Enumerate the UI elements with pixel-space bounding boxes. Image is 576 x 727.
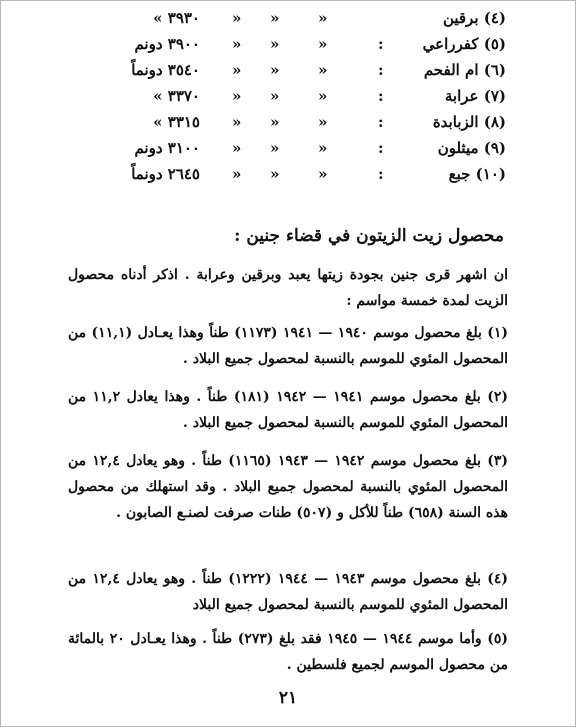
ditto-mark: » <box>232 113 242 131</box>
village-name: (٧) عرابة <box>444 87 506 105</box>
ditto-mark: » <box>232 87 242 105</box>
row-colon: : <box>378 87 384 105</box>
intro-paragraph: ان اشهر قرى جنين بجودة زيتها يعبد وبرقين وعرابة . اذكر أدناه محصول الزيت لمدة خمسة مواسم : <box>68 267 508 309</box>
area-value: ٣٥٤٠ دونماً <box>131 61 200 79</box>
table-row <box>0 58 576 82</box>
ditto-mark: » <box>232 165 242 183</box>
area-value: ٢٦٤٥ دونماً <box>131 165 200 183</box>
village-name: (٤) برقين <box>442 9 506 27</box>
table-row <box>0 6 576 30</box>
ditto-mark: » <box>232 35 242 53</box>
area-value: ٣٩٠٠ دونم <box>134 35 200 53</box>
table-row <box>0 162 576 186</box>
row-colon: : <box>378 165 384 183</box>
row-colon: : <box>378 61 384 79</box>
table-row <box>0 110 576 134</box>
season-paragraph-3: (٣) بلغ محصول موسم ١٩٤٢ — ١٩٤٣ (١١٦٥) طناً . وهو يعادل ١٢,٤ من المحصول المئوي بالنسبة لمحصول جميع البلاد . وقد استهلك من محصول هذه السنة (٦٥٨) طناً للأكل و (٥٠٧) طنات صرفت لصنـع الصابون . <box>68 453 509 521</box>
ditto-mark: » <box>318 9 328 27</box>
table-row <box>0 136 576 160</box>
ditto-mark: » <box>318 61 328 79</box>
row-colon: : <box>378 113 384 131</box>
area-value: ٣٣١٥ » <box>153 113 200 131</box>
area-value: ٣٩٣٠ » <box>153 9 200 27</box>
row-colon: : <box>378 35 384 53</box>
ditto-mark: » <box>318 165 328 183</box>
ditto-mark: » <box>270 35 280 53</box>
ditto-mark: » <box>270 113 280 131</box>
village-name: (٦) ام الفحم <box>423 61 506 79</box>
village-name: (٩) ميثلون <box>437 139 506 157</box>
ditto-mark: » <box>270 139 280 157</box>
ditto-mark: » <box>232 61 242 79</box>
ditto-mark: » <box>318 113 328 131</box>
table-row <box>0 84 576 108</box>
ditto-mark: » <box>270 9 280 27</box>
ditto-mark: » <box>232 9 242 27</box>
page-number: ٢١ <box>278 688 298 708</box>
area-value: ٣١٠٠ دونم <box>134 139 200 157</box>
ditto-mark: » <box>270 165 280 183</box>
row-colon: : <box>378 139 384 157</box>
table-row <box>0 32 576 56</box>
ditto-mark: » <box>232 139 242 157</box>
area-value: ٣٣٧٠ » <box>153 87 200 105</box>
ditto-mark: » <box>318 139 328 157</box>
village-name: (٨) الزبابدة <box>432 113 506 131</box>
season-paragraph-1: (١) بلغ محصول موسم ١٩٤٠ — ١٩٤١ (١١٧٣) طناً وهذا يعـادل (١١,١) من المحصول المئوي للموسم بالنسبة لمحصول جميع البلاد . <box>68 325 509 367</box>
village-name: (١٠) جبع <box>448 165 506 183</box>
season-paragraph-2: (٢) بلغ محصول موسم ١٩٤١ — ١٩٤٢ (١٨١) طناً . وهذا يعادل ١١,٢ من المحصول المئوي للموسم بالنسبة لمحصول جميع البلاد . <box>68 389 509 431</box>
ditto-mark: » <box>318 35 328 53</box>
section-heading: محصول زيت الزيتون في قضاء جنين : <box>234 226 504 246</box>
ditto-mark: » <box>270 87 280 105</box>
season-paragraph-4: (٤) بلغ محصول موسم ١٩٤٣ — ١٩٤٤ (١٢٢٢) طناً . وهو يعادل ١٢,٤ من المحصول المئوي للموسم بالنسبة لمحصول جميع البلاد <box>68 571 509 613</box>
season-paragraph-5: (٥) وأما موسم ١٩٤٤ — ١٩٤٥ فقد بلغ (٢٧٣) طناً . وهذا يعـادل ٢٠ بالمائة من محصول الموسم لجميع فلسطين . <box>68 631 508 673</box>
village-name: (٥) كفرراعي <box>422 35 506 53</box>
ditto-mark: » <box>318 87 328 105</box>
ditto-mark: » <box>270 61 280 79</box>
